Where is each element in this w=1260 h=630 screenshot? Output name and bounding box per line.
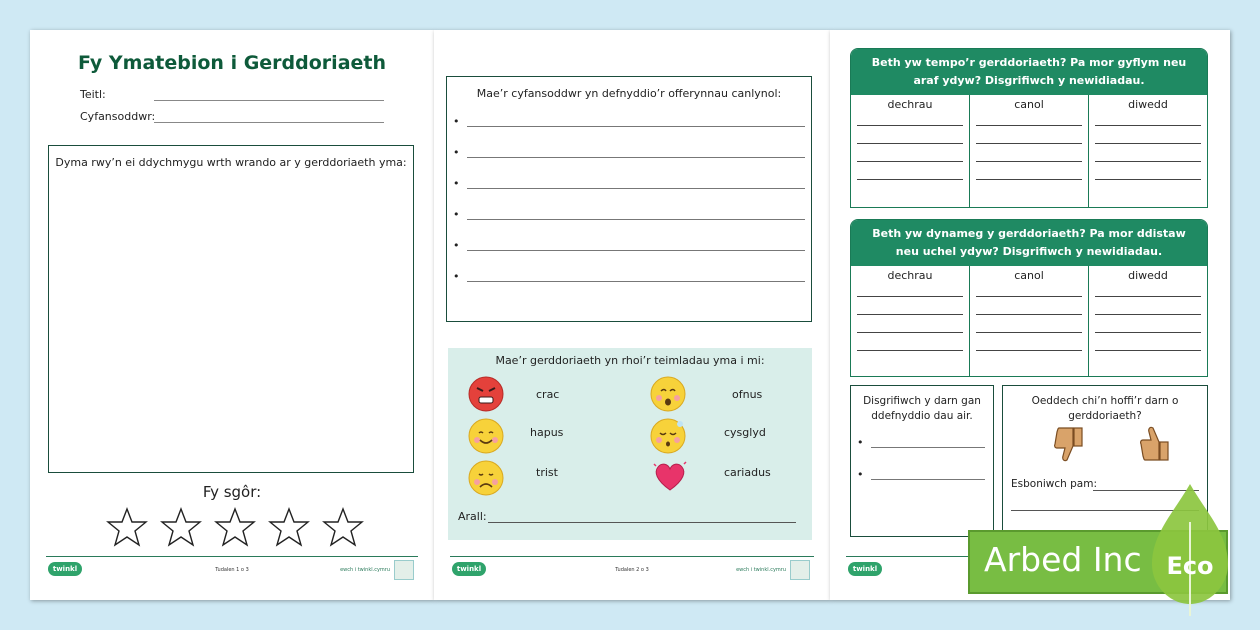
footer-url: ewch i twinkl.cymru — [340, 567, 390, 573]
instrument-line[interactable]: • — [453, 208, 805, 222]
dynamics-card — [850, 219, 1208, 377]
instrument-line[interactable]: • — [453, 177, 805, 191]
dynamics-column-end[interactable]: diwedd — [1089, 266, 1207, 377]
instruments-prompt: Mae’r cyfansoddwr yn defnyddio’r offerynnau canlynol: — [476, 87, 782, 100]
composer-label: Cyfansoddwr: — [80, 110, 156, 123]
scared-face-icon[interactable] — [650, 376, 686, 412]
title-line — [154, 100, 384, 101]
star-icon[interactable] — [322, 507, 364, 547]
tempo-column-middle[interactable]: canol — [970, 95, 1089, 208]
arbed-inc-text: Arbed Inc — [984, 540, 1142, 579]
instruments-box — [446, 76, 812, 322]
star-rating — [106, 507, 364, 547]
footer-url: ewch i twinkl.cymru — [736, 567, 786, 573]
quality-badge-icon — [394, 560, 414, 580]
emotion-label-hapus: hapus — [530, 426, 564, 439]
instrument-line[interactable]: • — [453, 115, 805, 129]
tempo-column-end[interactable]: diwedd — [1089, 95, 1207, 208]
star-icon[interactable] — [214, 507, 256, 547]
describe-prompt: Disgrifiwch y darn gan ddefnyddio dau air. — [863, 395, 981, 422]
twinkl-logo: twinkl — [848, 562, 882, 576]
dynamics-question: Beth yw dynameg y gerddoriaeth? Pa mor ddistaw neu uchel ydyw? Disgrifiwch y newidiadau. — [851, 220, 1207, 266]
emotion-label-trist: trist — [536, 466, 558, 479]
worksheet-page-2 — [434, 30, 830, 600]
other-line[interactable] — [488, 522, 796, 523]
instrument-line[interactable]: • — [453, 239, 805, 253]
star-icon[interactable] — [268, 507, 310, 547]
dynamics-column-middle[interactable]: canol — [970, 266, 1089, 377]
emotion-label-cariadus: cariadus — [724, 466, 771, 479]
twinkl-logo: twinkl — [48, 562, 82, 576]
eco-leaf-icon — [1148, 482, 1232, 618]
star-icon[interactable] — [160, 507, 202, 547]
other-label: Arall: — [458, 510, 487, 523]
heart-icon[interactable] — [652, 458, 688, 494]
instrument-line[interactable]: • — [453, 270, 805, 284]
emotion-label-ofnus: ofnus — [732, 388, 763, 401]
title-label: Teitl: — [80, 88, 106, 101]
feelings-panel — [448, 348, 812, 540]
describe-box — [850, 385, 994, 537]
explain-label: Esboniwch pam: — [1011, 478, 1097, 490]
dynamics-column-start[interactable]: dechrau — [851, 266, 970, 377]
star-icon[interactable] — [106, 507, 148, 547]
feelings-prompt: Mae’r gerddoriaeth yn rhoi’r teimladau yma i mi: — [495, 354, 765, 367]
angry-face-icon[interactable] — [468, 376, 504, 412]
eco-text: Eco — [1166, 552, 1214, 580]
quality-badge-icon — [790, 560, 810, 580]
footer-divider — [46, 556, 418, 557]
enjoy-prompt: Oeddech chi’n hoffi’r darn o gerddoriaeth? — [1031, 395, 1179, 422]
worksheet-page-1 — [30, 30, 434, 600]
word-line[interactable]: • — [857, 468, 985, 482]
worksheet-title: Fy Ymatebion i Gerddoriaeth — [77, 52, 387, 74]
instrument-line[interactable]: • — [453, 146, 805, 160]
composer-line — [154, 122, 384, 123]
thumbs-down-icon[interactable] — [1053, 426, 1085, 464]
score-label: Fy sgôr: — [202, 483, 262, 501]
footer-divider — [450, 556, 814, 557]
sad-face-icon[interactable] — [468, 460, 504, 496]
imagine-prompt: Dyma rwy’n ei ddychmygu wrth wrando ar y gerddoriaeth yma: — [55, 156, 407, 169]
page-number: Tudalen 1 o 3 — [215, 567, 249, 573]
emotion-label-cysglyd: cysglyd — [724, 426, 766, 439]
imagine-box — [48, 145, 414, 473]
happy-face-icon[interactable] — [468, 418, 504, 454]
twinkl-logo: twinkl — [452, 562, 486, 576]
sleepy-face-icon[interactable] — [650, 418, 686, 454]
thumbs-up-icon[interactable] — [1139, 424, 1171, 462]
tempo-card — [850, 48, 1208, 208]
tempo-column-start[interactable]: dechrau — [851, 95, 970, 208]
word-line[interactable]: • — [857, 436, 985, 450]
page-number: Tudalen 2 o 3 — [615, 567, 649, 573]
emotion-label-crac: crac — [536, 388, 560, 401]
tempo-question: Beth yw tempo’r gerddoriaeth? Pa mor gyflym neu araf ydyw? Disgrifiwch y newidiadau. — [851, 49, 1207, 95]
